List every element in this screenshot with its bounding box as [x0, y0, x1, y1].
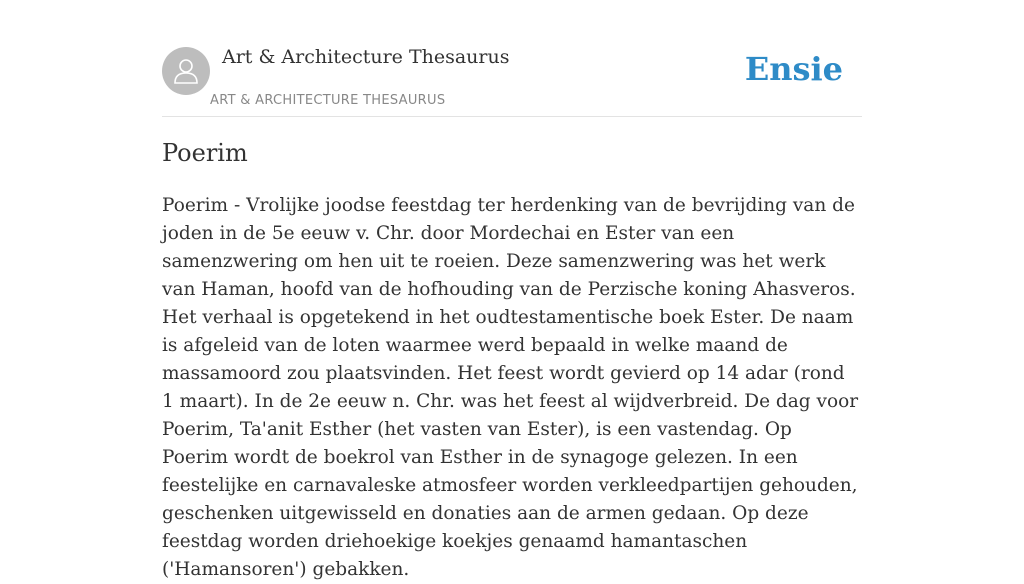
page-title: Poerim	[162, 139, 248, 167]
page-header	[162, 0, 862, 117]
ensie-logo[interactable]: Ensie	[744, 50, 843, 88]
author-link[interactable]: Art & Architecture Thesaurus	[222, 46, 510, 68]
source-link[interactable]: ART & ARCHITECTURE THESAURUS	[210, 93, 446, 108]
user-silhouette-icon	[171, 56, 201, 86]
article-body: Poerim - Vrolijke joodse feestdag ter herdenking van de bevrijding van de joden in de 5e eeuw v. Chr. door Mordechai en Ester van een samenzwering om hen uit te roeien. Deze samenzwering was het werk van Haman, hoofd van de hofhouding van de Perzische koning Ahasveros. Het verhaal is opgetekend in het oudtestamentische boek Ester. De naam is afgeleid van de loten waarmee werd bepaald in welke maand de massamoord zou plaatsvinden. Het feest wordt gevierd op 14 adar (rond 1 maart). In de 2e eeuw n. Chr. was het feest al wijdverbreid. De dag voor Poerim, Ta'anit Esther (het vasten van Ester), is een vastendag. Op Poerim wordt de boekrol van Esther in de synagoge gelezen. In een feestelijke en carnavaleske atmosfeer worden verkleedpartijen gehouden, geschenken uitgewisseld en donaties aan de armen gedaan. Op deze feestdag worden driehoekige koekjes genaamd hamantaschen ('Hamansoren') gebakken.	[162, 195, 859, 580]
page-container	[162, 0, 862, 580]
avatar[interactable]	[162, 47, 210, 95]
